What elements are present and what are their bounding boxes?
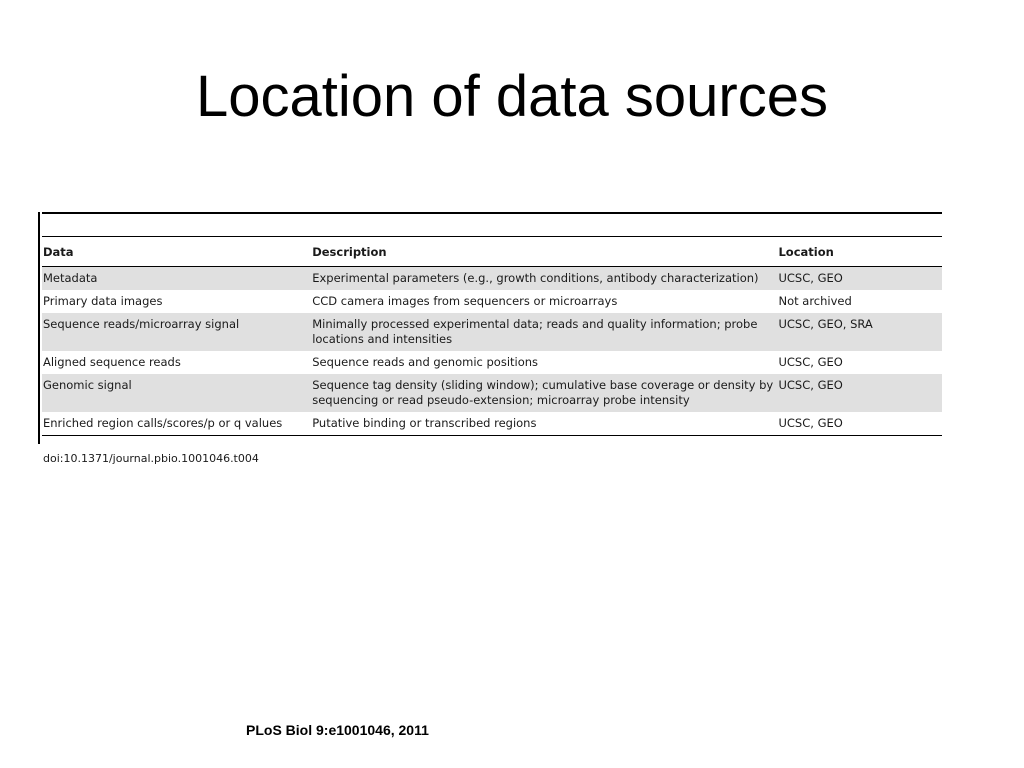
top-rule [42,212,942,214]
cell-location: UCSC, GEO [777,267,942,291]
table-header-row [42,237,942,267]
cell-description: Minimally processed experimental data; reads and quality information; probe locations and intensities [311,313,777,351]
cell-description: Sequence reads and genomic positions [312,355,539,369]
cell-data: Primary data images [43,294,163,308]
cell-description: Sequence tag density (sliding window); cumulative base coverage or density by sequencing or read pseudo-extension; microarray probe intensity [311,374,777,412]
cell-description: Putative binding or transcribed regions [312,416,537,430]
cell-description: CCD camera images from sequencers or microarrays [312,294,618,308]
cell-location: UCSC, GEO, SRA [777,313,942,351]
cell-location: UCSC, GEO [778,355,843,369]
table-row [42,313,942,351]
cell-data: Enriched region calls/scores/p or q values [43,416,283,430]
cell-location: Not archived [778,294,852,308]
cell-description: Experimental parameters (e.g., growth conditions, antibody characterization) [311,267,777,291]
cell-data: Genomic signal [42,374,311,412]
header-location: Location [778,244,834,259]
table-row [42,351,942,374]
data-sources-table-panel [38,212,942,444]
header-data: Data [43,244,74,259]
cell-data: Aligned sequence reads [43,355,181,369]
cell-location: UCSC, GEO [777,374,942,412]
table-row [42,290,942,313]
citation: PLoS Biol 9:e1001046, 2011 [246,722,429,738]
cell-data: Sequence reads/microarray signal [42,313,311,351]
table-row [42,267,942,291]
table-row [42,374,942,412]
cell-data: Metadata [42,267,311,291]
slide-title: Location of data sources [196,64,828,129]
doi-reference: doi:10.1371/journal.pbio.1001046.t004 [43,452,259,465]
table-row [42,412,942,436]
left-rule [38,212,40,444]
header-description: Description [312,244,387,259]
data-sources-table [42,236,942,436]
cell-location: UCSC, GEO [778,416,843,430]
